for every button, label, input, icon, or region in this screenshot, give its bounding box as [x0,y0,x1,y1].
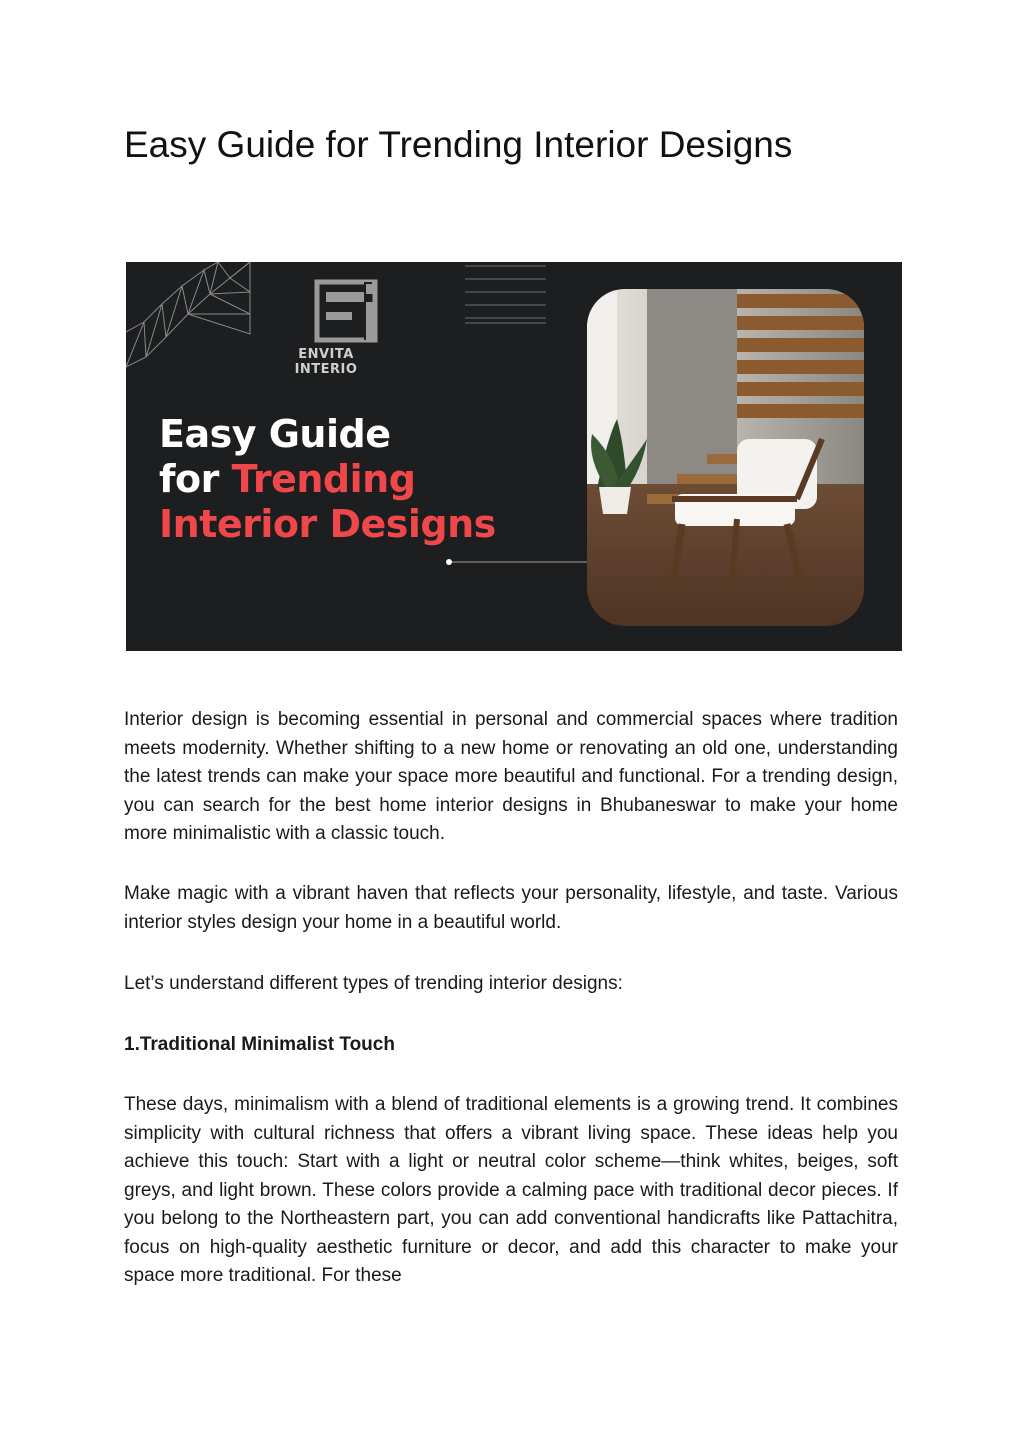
headline-line-2 [159,457,496,502]
room-illustration [587,289,864,626]
interior-photo [587,289,864,626]
geometric-arc-decor [126,262,250,367]
pointer-dot [446,559,452,565]
paragraph-types-intro: Let’s understand different types of trending interior designs: [124,973,623,994]
hero-banner-image [126,262,902,651]
envita-logo-icon [317,282,376,340]
page-title: Easy Guide for Trending Interior Designs [124,124,793,165]
paragraph-magic: Make magic with a vibrant haven that reflects your personality, lifestyle, and taste. Various interior styles design your home in a beautiful world. [124,883,898,933]
headline-for: for [159,457,232,501]
paragraph-traditional-minimalist: These days, minimalism with a blend of traditional elements is a growing trend. It combines simplicity with cultural richness that offers a vibrant living space. These ideas help you achieve this touch: Start with a light or neutral color scheme—think whites, beiges, soft greys, and light brown. These colors provide a calming pace with traditional decor pieces. If you belong to the Northeastern part, you can add conventional handicrafts like Pattachitra, focus on high-quality aesthetic furniture or decor, and add this character to make your space more traditional. For these [124,1094,898,1286]
section-heading-traditional-minimalist: 1.Traditional Minimalist Touch [124,1034,395,1055]
headline-trending: Trending [231,457,416,501]
paragraph-intro: Interior design is becoming essential in personal and commercial spaces where tradition meets modernity. Whether shifting to a new home or renovating an old one, understanding the latest trends can make your space more beautiful and functional. For a trending design, you can search for the best home interior designs in Bhubaneswar to make your home more minimalistic with a classic touch. [124,709,898,844]
headline-line-1: Easy Guide [159,412,391,456]
logo-text: ENVITA INTERIO [294,347,358,377]
banner-headline [159,412,496,547]
headline-line-3: Interior Designs [159,502,496,546]
stripe-decor [465,266,546,323]
